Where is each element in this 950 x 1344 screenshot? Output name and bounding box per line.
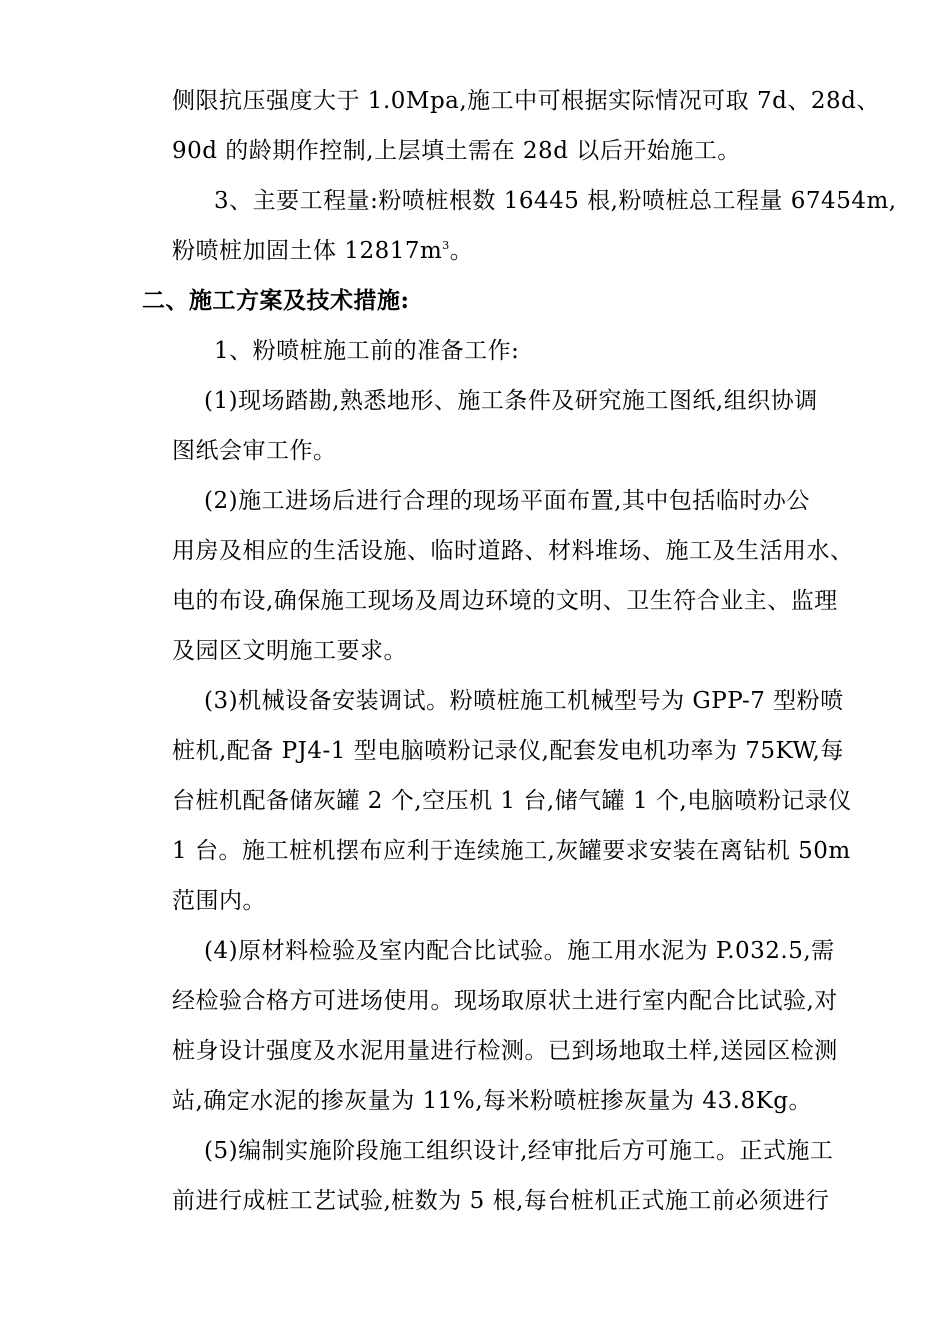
text-line: (5)编制实施阶段施工组织设计,经审批后方可施工。正式施工 bbox=[204, 1138, 834, 1164]
text-line: 台桩机配备储灰罐 2 个,空压机 1 台,储气罐 1 个,电脑喷粉记录仪 bbox=[172, 788, 852, 814]
text-line: 站,确定水泥的掺灰量为 11%,每米粉喷桩掺灰量为 43.8Kg。 bbox=[172, 1088, 812, 1114]
text-line: 用房及相应的生活设施、临时道路、材料堆场、施工及生活用水、 bbox=[172, 538, 854, 564]
text-line: (3)机械设备安装调试。粉喷桩施工机械型号为 GPP-7 型粉喷 bbox=[204, 688, 844, 714]
text-line: 经检验合格方可进场使用。现场取原状土进行室内配合比试验,对 bbox=[172, 988, 838, 1014]
text-line: 前进行成桩工艺试验,桩数为 5 根,每台桩机正式施工前必须进行 bbox=[172, 1188, 830, 1214]
subsection-heading: 1、粉喷桩施工前的准备工作: bbox=[214, 338, 520, 364]
text-line: 侧限抗压强度大于 1.0Mpa,施工中可根据实际情况可取 7d、28d、 bbox=[172, 88, 880, 114]
text-line: 电的布设,确保施工现场及周边环境的文明、卫生符合业主、监理 bbox=[172, 588, 838, 614]
text-line: 及园区文明施工要求。 bbox=[172, 638, 407, 664]
text-line: 图纸会审工作。 bbox=[172, 438, 337, 464]
text-line: 桩身设计强度及水泥用量进行检测。已到场地取土样,送园区检测 bbox=[172, 1038, 838, 1064]
section-heading: 二、施工方案及技术措施: bbox=[142, 287, 410, 314]
text-line: 3、主要工程量:粉喷桩根数 16445 根,粉喷桩总工程量 67454m, bbox=[214, 188, 897, 214]
text-line: (4)原材料检验及室内配合比试验。施工用水泥为 P.032.5,需 bbox=[204, 938, 835, 964]
text-line: 1 台。施工桩机摆布应利于连续施工,灰罐要求安装在离钻机 50m bbox=[172, 838, 851, 864]
text-line: 范围内。 bbox=[172, 888, 266, 914]
text-line bbox=[172, 236, 473, 266]
text-span: 。 bbox=[449, 238, 474, 264]
text-line: 90d 的龄期作控制,上层填土需在 28d 以后开始施工。 bbox=[172, 138, 741, 164]
text-line: 桩机,配备 PJ4-1 型电脑喷粉记录仪,配套发电机功率为 75KW,每 bbox=[172, 738, 844, 764]
text-line: (1)现场踏勘,熟悉地形、施工条件及研究施工图纸,组织协调 bbox=[204, 388, 818, 414]
superscript: 3 bbox=[442, 239, 450, 252]
text-span: 粉喷桩加固土体 12817m bbox=[172, 238, 443, 264]
text-line: (2)施工进场后进行合理的现场平面布置,其中包括临时办公 bbox=[204, 488, 810, 514]
